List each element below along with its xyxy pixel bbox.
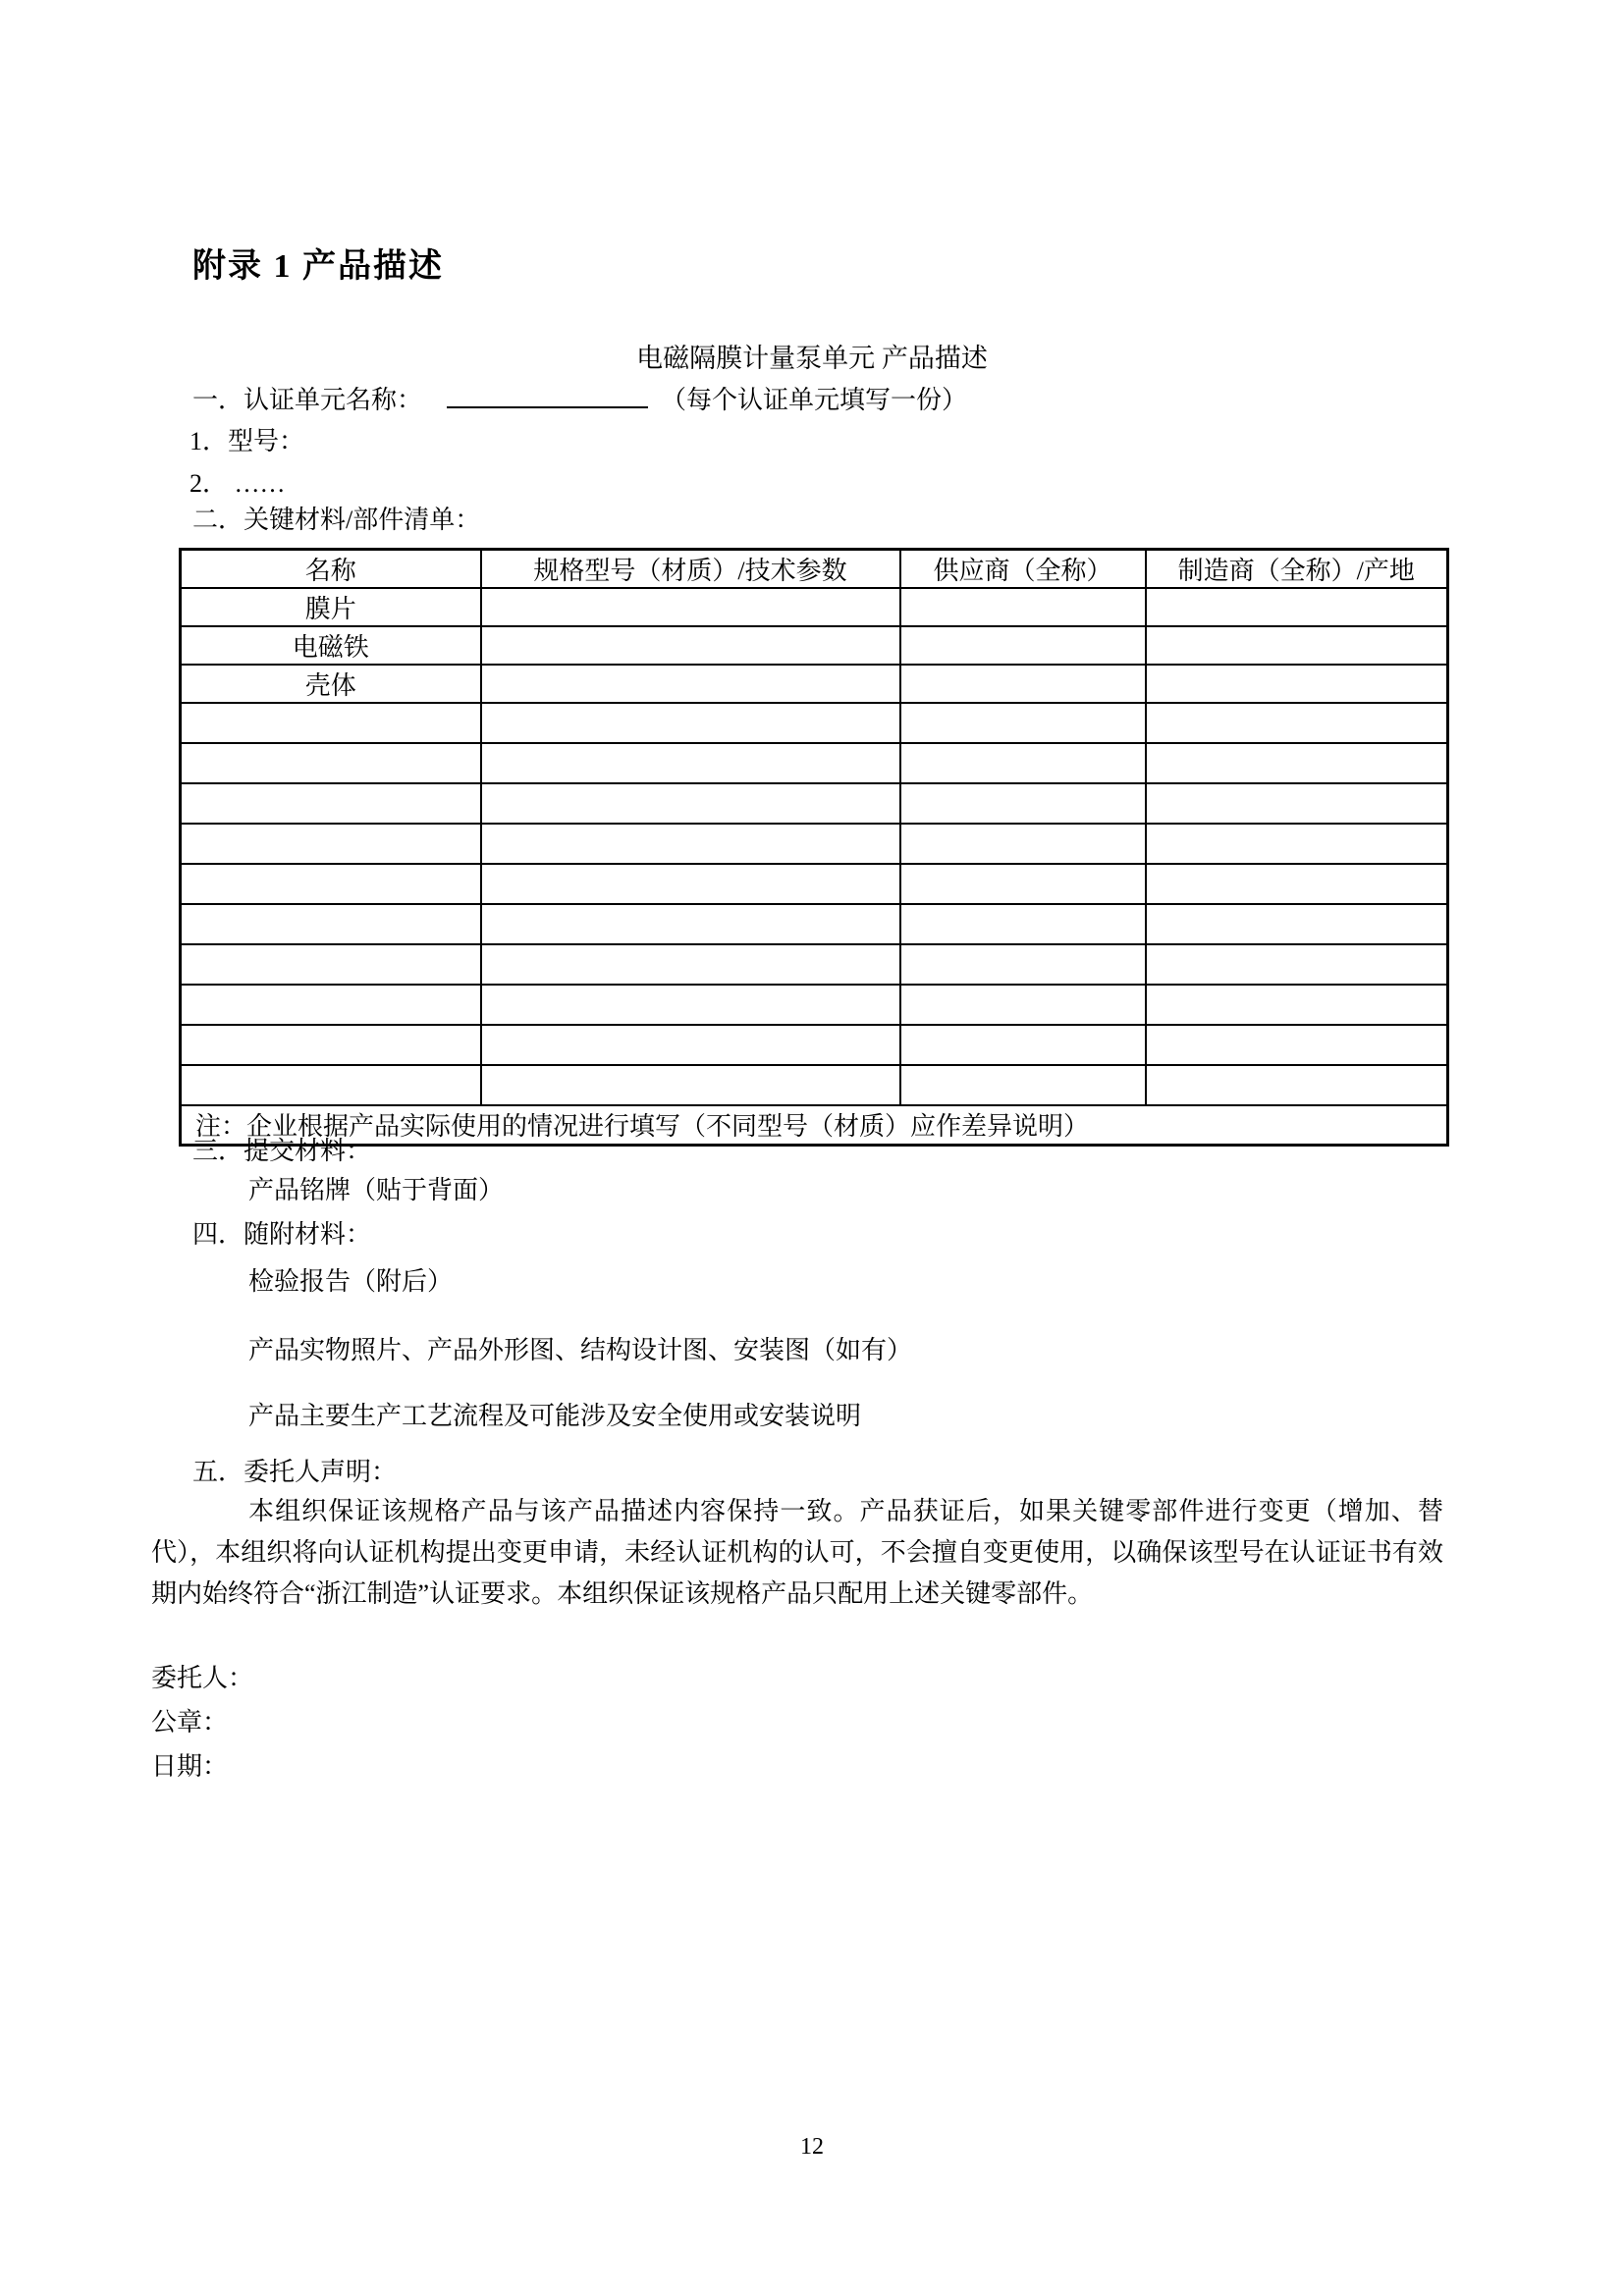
- table-cell-supplier: [900, 864, 1146, 904]
- table-cell-supplier: [900, 904, 1146, 944]
- table-row: [181, 703, 1448, 743]
- table-row: [181, 665, 1448, 703]
- appendix-title: 附录 1 产品描述: [192, 248, 444, 285]
- table-cell-manufacturer: [1146, 743, 1448, 783]
- table-cell-name: [181, 1025, 481, 1065]
- table-cell-manufacturer: [1146, 944, 1448, 985]
- table-cell-name: [181, 743, 481, 783]
- table-cell-name: [181, 985, 481, 1025]
- table-row: [181, 743, 1448, 783]
- table-cell-manufacturer: [1146, 783, 1448, 824]
- table-cell-supplier: [900, 985, 1146, 1025]
- table-cell-spec: [481, 665, 900, 703]
- table-cell-supplier: [900, 626, 1146, 665]
- key-parts-table-body: [181, 588, 1448, 1105]
- nameplate-item: 产品铭牌（贴于背面）: [248, 1176, 505, 1204]
- table-cell-supplier: [900, 1025, 1146, 1065]
- product-photos-item: 产品实物照片、产品外形图、结构设计图、安装图（如有）: [248, 1336, 913, 1364]
- key-parts-list-heading: 二．关键材料/部件清单：: [192, 506, 481, 534]
- table-cell-spec: [481, 626, 900, 665]
- cert-unit-name-blank-field: [447, 383, 648, 408]
- cert-unit-name-line: [192, 380, 967, 421]
- table-cell-name: 膜片: [181, 588, 481, 626]
- header-cell-spec: 规格型号（材质）/技术参数: [481, 550, 900, 589]
- table-row: [181, 783, 1448, 824]
- table-cell-spec: [481, 703, 900, 743]
- table-cell-manufacturer: [1146, 985, 1448, 1025]
- table-row: [181, 1065, 1448, 1105]
- table-row: [181, 944, 1448, 985]
- table-cell-name: 壳体: [181, 665, 481, 703]
- table-cell-name: [181, 1065, 481, 1105]
- table-row: [181, 588, 1448, 626]
- table-cell-manufacturer: [1146, 824, 1448, 864]
- header-cell-supplier: 供应商（全称）: [900, 550, 1146, 589]
- table-cell-manufacturer: [1146, 1065, 1448, 1105]
- date-line: 日期：: [151, 1752, 229, 1781]
- table-row: [181, 985, 1448, 1025]
- table-cell-manufacturer: [1146, 1025, 1448, 1065]
- header-cell-manufacturer: 制造商（全称）/产地: [1146, 550, 1448, 589]
- table-cell-supplier: [900, 783, 1146, 824]
- table-row: [181, 626, 1448, 665]
- table-cell-spec: [481, 985, 900, 1025]
- table-cell-spec: [481, 783, 900, 824]
- accompanying-materials-heading: 四．随附材料：: [192, 1220, 372, 1249]
- page-number: 12: [800, 2134, 824, 2160]
- table-cell-name: [181, 944, 481, 985]
- table-cell-name: [181, 783, 481, 824]
- table-cell-manufacturer: [1146, 703, 1448, 743]
- consignor-declaration-heading: 五．委托人声明：: [192, 1458, 398, 1486]
- declaration-paragraph: 本组织保证该规格产品与该产品描述内容保持一致。产品获证后，如果关键零部件进行变更（增加、替代），本组织将向认证机构提出变更申请，未经认证机构的认可，不会擅自变更使用，以确保该型号在认证证书有效期内始终符合“浙江制造”认证要求。本组织保证该规格产品只配用上述关键零部件。: [151, 1497, 1443, 1608]
- table-cell-spec: [481, 824, 900, 864]
- official-seal-line: 公章：: [151, 1708, 229, 1736]
- table-cell-name: [181, 904, 481, 944]
- model-item-ellipsis: 2． ……: [189, 469, 286, 498]
- table-row: [181, 1025, 1448, 1065]
- cert-unit-name-note: （每个认证单元填写一份）: [661, 386, 968, 414]
- inspection-report-item: 检验报告（附后）: [248, 1267, 454, 1296]
- table-cell-name: 电磁铁: [181, 626, 481, 665]
- table-cell-name: [181, 703, 481, 743]
- submit-materials-heading: 三．提交材料：: [192, 1137, 372, 1165]
- table-cell-manufacturer: [1146, 665, 1448, 703]
- product-description-subtitle: 电磁隔膜计量泵单元 产品描述: [636, 344, 988, 373]
- table-cell-spec: [481, 743, 900, 783]
- table-cell-manufacturer: [1146, 626, 1448, 665]
- table-row: [181, 824, 1448, 864]
- table-cell-supplier: [900, 1065, 1146, 1105]
- table-cell-supplier: [900, 703, 1146, 743]
- table-cell-supplier: [900, 743, 1146, 783]
- table-header-row: [181, 550, 1448, 589]
- table-note-text: 注：企业根据产品实际使用的情况进行填写（不同型号（材质）应作差异说明）: [181, 1105, 1448, 1145]
- table-cell-spec: [481, 1025, 900, 1065]
- table-cell-supplier: [900, 665, 1146, 703]
- table-cell-manufacturer: [1146, 864, 1448, 904]
- table-cell-spec: [481, 944, 900, 985]
- table-cell-supplier: [900, 824, 1146, 864]
- table-cell-name: [181, 824, 481, 864]
- table-cell-supplier: [900, 588, 1146, 626]
- table-row: [181, 864, 1448, 904]
- cert-unit-name-label: 一．认证单元名称：: [192, 386, 423, 414]
- table-cell-name: [181, 864, 481, 904]
- table-cell-spec: [481, 588, 900, 626]
- table-cell-manufacturer: [1146, 904, 1448, 944]
- model-item: 1．型号：: [189, 427, 305, 455]
- table-cell-spec: [481, 904, 900, 944]
- consignor-signature-line: 委托人：: [151, 1664, 254, 1692]
- table-cell-supplier: [900, 944, 1146, 985]
- key-parts-table-header: [181, 550, 1448, 589]
- header-cell-name: 名称: [181, 550, 481, 589]
- table-cell-spec: [481, 864, 900, 904]
- table-cell-spec: [481, 1065, 900, 1105]
- key-parts-table: [179, 548, 1449, 1147]
- process-flow-item: 产品主要生产工艺流程及可能涉及安全使用或安装说明: [248, 1402, 862, 1430]
- table-row: [181, 904, 1448, 944]
- table-cell-manufacturer: [1146, 588, 1448, 626]
